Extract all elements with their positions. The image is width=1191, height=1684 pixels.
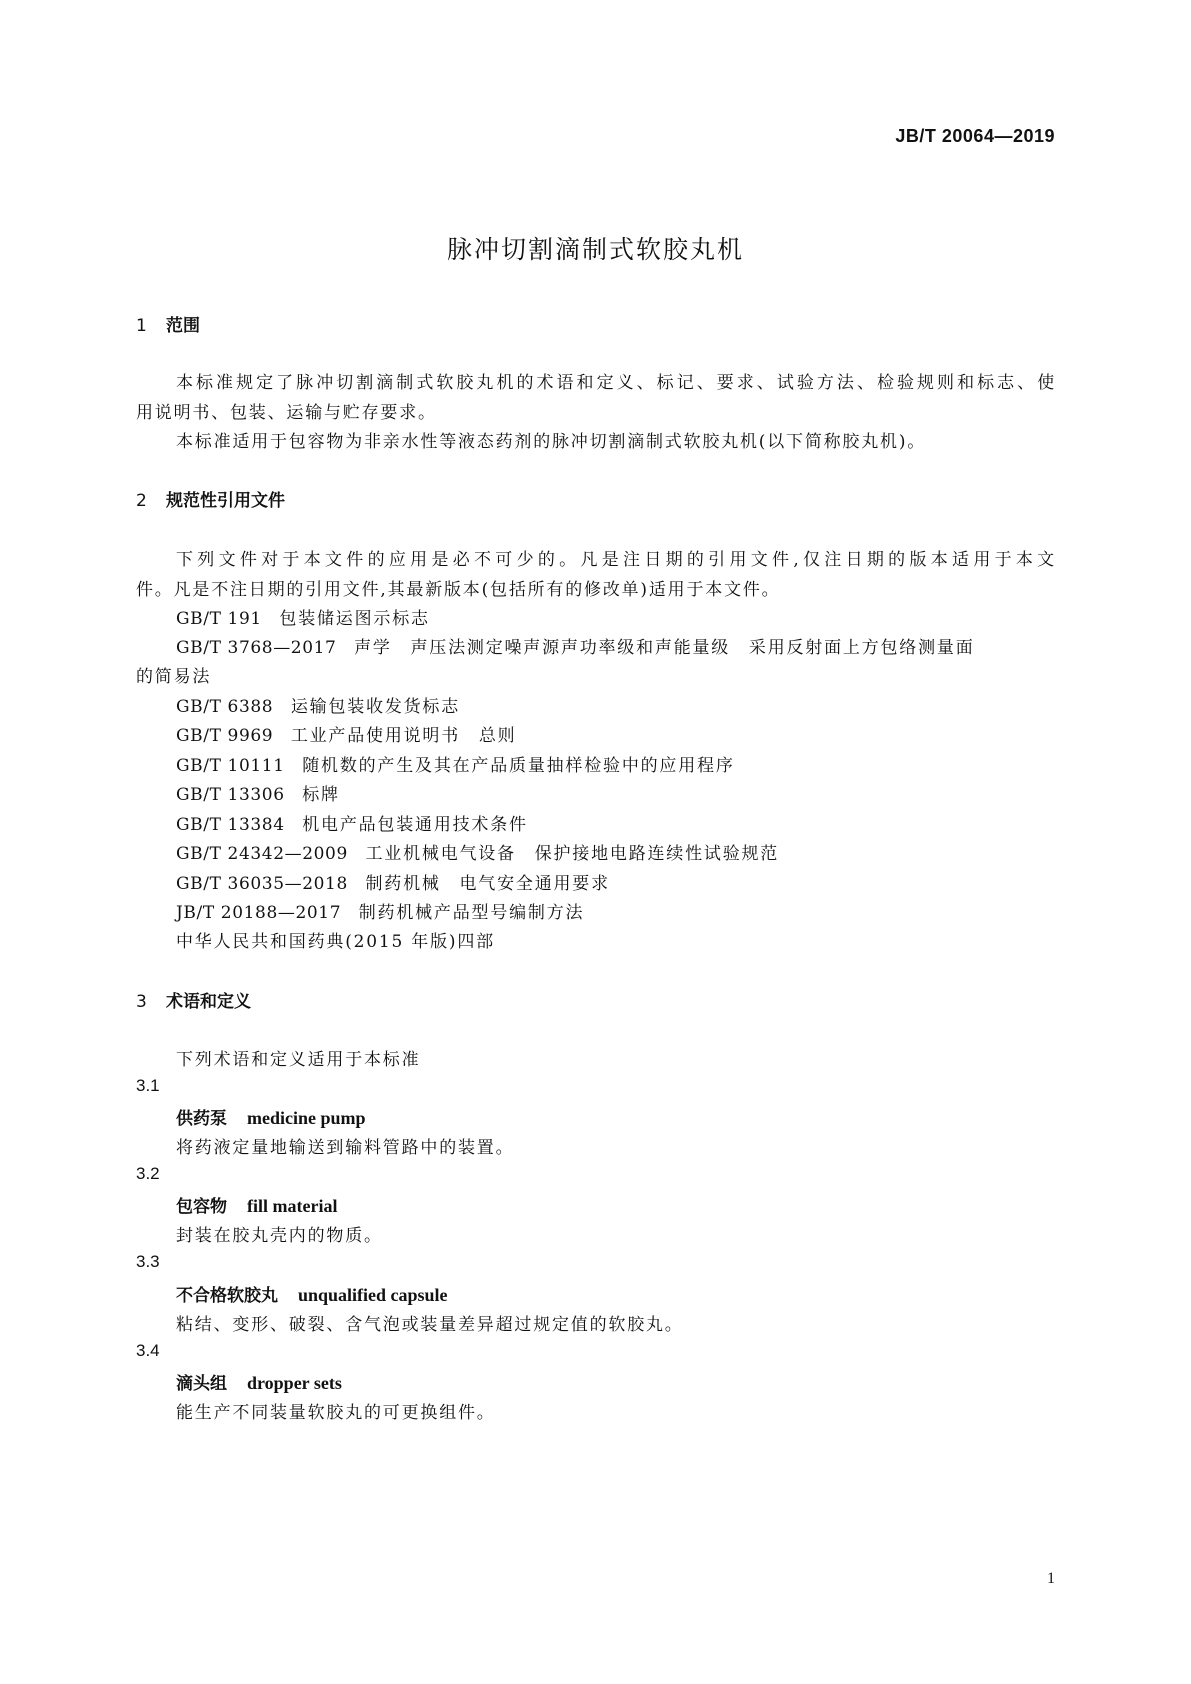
- section-3-intro: 下列术语和定义适用于本标准: [176, 1050, 421, 1070]
- term-number: 3.4: [136, 1341, 160, 1360]
- section-2-paragraph-line-1: 下列文件对于本文件的应用是必不可少的。凡是注日期的引用文件,仅注日期的版本适用于本文: [176, 550, 1056, 570]
- term-number: 3.1: [136, 1076, 160, 1095]
- term-en: unqualified capsule: [298, 1285, 448, 1305]
- section-2-paragraph-line-2: 件。凡是不注日期的引用文件,其最新版本(包括所有的修改单)适用于本文件。: [136, 580, 781, 600]
- section-2-title: 规范性引用文件: [166, 491, 285, 511]
- reference-code: GB/T 24342—2009: [176, 844, 348, 864]
- reference-title: 机电产品包装通用技术条件: [302, 815, 528, 835]
- reference-item: [176, 898, 584, 923]
- reference-code: GB/T 36035—2018: [176, 874, 348, 894]
- term-en: dropper sets: [247, 1373, 342, 1393]
- term-number: 3.3: [136, 1252, 160, 1271]
- term-zh: 供药泵: [176, 1109, 227, 1129]
- term-heading: [176, 1369, 342, 1394]
- reference-item: [176, 869, 610, 894]
- reference-title: 包装储运图示标志: [279, 609, 430, 629]
- section-2-number: 2: [136, 491, 147, 511]
- term-zh: 不合格软胶丸: [176, 1286, 278, 1306]
- section-3-heading: [136, 987, 251, 1012]
- reference-item: [176, 604, 430, 629]
- reference-title-continuation: 的简易法: [136, 667, 212, 687]
- section-1-number: 1: [136, 316, 147, 336]
- reference-title: 制药机械 电气安全通用要求: [365, 874, 610, 894]
- reference-title: 标牌: [302, 785, 340, 805]
- reference-item: [176, 721, 516, 746]
- reference-title: 随机数的产生及其在产品质量抽样检验中的应用程序: [302, 756, 735, 776]
- reference-code: GB/T 10111: [176, 756, 285, 776]
- reference-item: [176, 927, 495, 952]
- term-en: fill material: [247, 1196, 338, 1216]
- term-heading: [176, 1281, 448, 1306]
- term-heading: [176, 1104, 366, 1129]
- reference-item: [176, 633, 975, 658]
- reference-code: GB/T 13384: [176, 815, 285, 835]
- reference-title: 声学 声压法测定噪声源声功率级和声能量级 采用反射面上方包络测量面: [354, 638, 975, 658]
- reference-item: [176, 810, 528, 835]
- section-3-title: 术语和定义: [166, 992, 251, 1012]
- reference-code: GB/T 6388: [176, 697, 274, 717]
- reference-title: 工业产品使用说明书 总则: [290, 726, 517, 746]
- section-1-paragraph-1-line-2: 用说明书、包装、运输与贮存要求。: [136, 403, 437, 423]
- reference-item: [176, 839, 779, 864]
- page-number: 1: [1047, 1570, 1055, 1587]
- section-1-paragraph-2: 本标准适用于包容物为非亲水性等液态药剂的脉冲切割滴制式软胶丸机(以下简称胶丸机)。: [176, 432, 927, 452]
- reference-item: [176, 692, 460, 717]
- reference-code: GB/T 9969: [176, 726, 274, 746]
- term-definition: 将药液定量地输送到输料管路中的装置。: [176, 1138, 515, 1158]
- term-heading: [176, 1192, 337, 1217]
- reference-item: [176, 751, 735, 776]
- reference-code: GB/T 13306: [176, 785, 285, 805]
- term-definition: 粘结、变形、破裂、含气泡或装量差异超过规定值的软胶丸。: [176, 1315, 684, 1335]
- reference-item: [176, 780, 340, 805]
- section-1-title: 范围: [166, 316, 200, 336]
- section-2-heading: [136, 486, 285, 511]
- reference-title: 运输包装收发货标志: [290, 697, 461, 717]
- term-number: 3.2: [136, 1164, 160, 1183]
- reference-title: 制药机械产品型号编制方法: [358, 903, 585, 923]
- reference-title: 工业机械电气设备 保护接地电路连续性试验规范: [365, 844, 780, 864]
- term-zh: 滴头组: [176, 1374, 227, 1394]
- term-zh: 包容物: [176, 1197, 227, 1217]
- reference-title: 中华人民共和国药典(2015 年版)四部: [176, 932, 495, 952]
- reference-code: GB/T 3768—2017: [176, 638, 337, 658]
- section-1-paragraph-1-line-1: 本标准规定了脉冲切割滴制式软胶丸机的术语和定义、标记、要求、试验方法、检验规则和标志、使: [176, 373, 1056, 393]
- term-en: medicine pump: [247, 1108, 366, 1128]
- page-title: 脉冲切割滴制式软胶丸机: [446, 235, 744, 264]
- document-code: JB/T 20064—2019: [895, 126, 1055, 146]
- term-definition: 封装在胶丸壳内的物质。: [176, 1226, 383, 1246]
- section-3-number: 3: [136, 992, 147, 1012]
- reference-code: JB/T 20188—2017: [176, 903, 342, 923]
- term-definition: 能生产不同装量软胶丸的可更换组件。: [176, 1403, 496, 1423]
- reference-code: GB/T 191: [176, 609, 262, 629]
- section-1-heading: [136, 311, 200, 336]
